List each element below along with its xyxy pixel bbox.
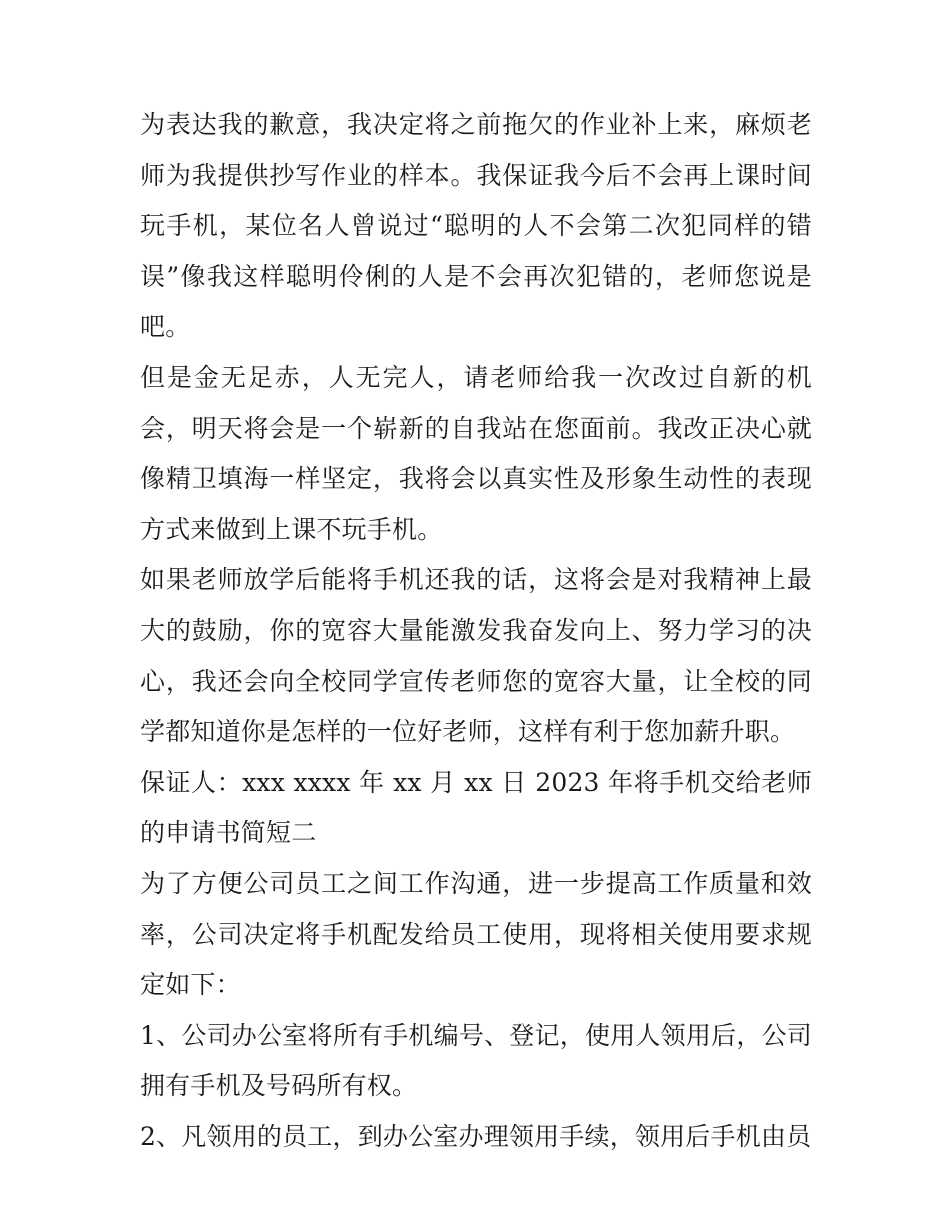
paragraph-second-chance: 但是金无足赤，人无完人，请老师给我一次改过自新的机会，明天将会是一个崭新的自我站在您面前。我改正决心就像精卫填海一样坚定，我将会以真实性及形象生动性的表现方式来做到上课不玩手机。 — [140, 362, 812, 544]
paragraph-rule-1: 1、公司办公室将所有手机编号、登记，使用人领用后，公司拥有手机及号码所有权。 — [140, 1020, 812, 1101]
paragraph-apology: 为表达我的歉意，我决定将之前拖欠的作业补上来，麻烦老师为我提供抄写作业的样本。我保证我今后不会再上课时间玩手机，某位名人曾说过“聪明的人不会第二次犯同样的错误”像我这样聪明伶俐的人是不会再次犯错的，老师您说是吧。 — [140, 110, 812, 342]
paragraph-return-phone: 如果老师放学后能将手机还我的话，这将会是对我精神上最大的鼓励，你的宽容大量能激发我奋发向上、努力学习的决心，我还会向全校同学宣传老师您的宽容大量，让全校的同学都知道你是怎样的一位好老师，这样有利于您加薪升职。 — [140, 565, 812, 747]
document-body — [140, 100, 812, 1162]
paragraph-rule-2: 2、凡领用的员工，到办公室办理领用手续，领用后手机由员 — [140, 1121, 812, 1151]
paragraph-guarantor: 保证人：xxx xxxx 年 xx 月 xx 日 2023 年将手机交给老师的申请书简短二 — [140, 767, 812, 848]
paragraph-company-intro: 为了方便公司员工之间工作沟通，进一步提高工作质量和效率，公司决定将手机配发给员工使用，现将相关使用要求规定如下： — [140, 868, 812, 1000]
